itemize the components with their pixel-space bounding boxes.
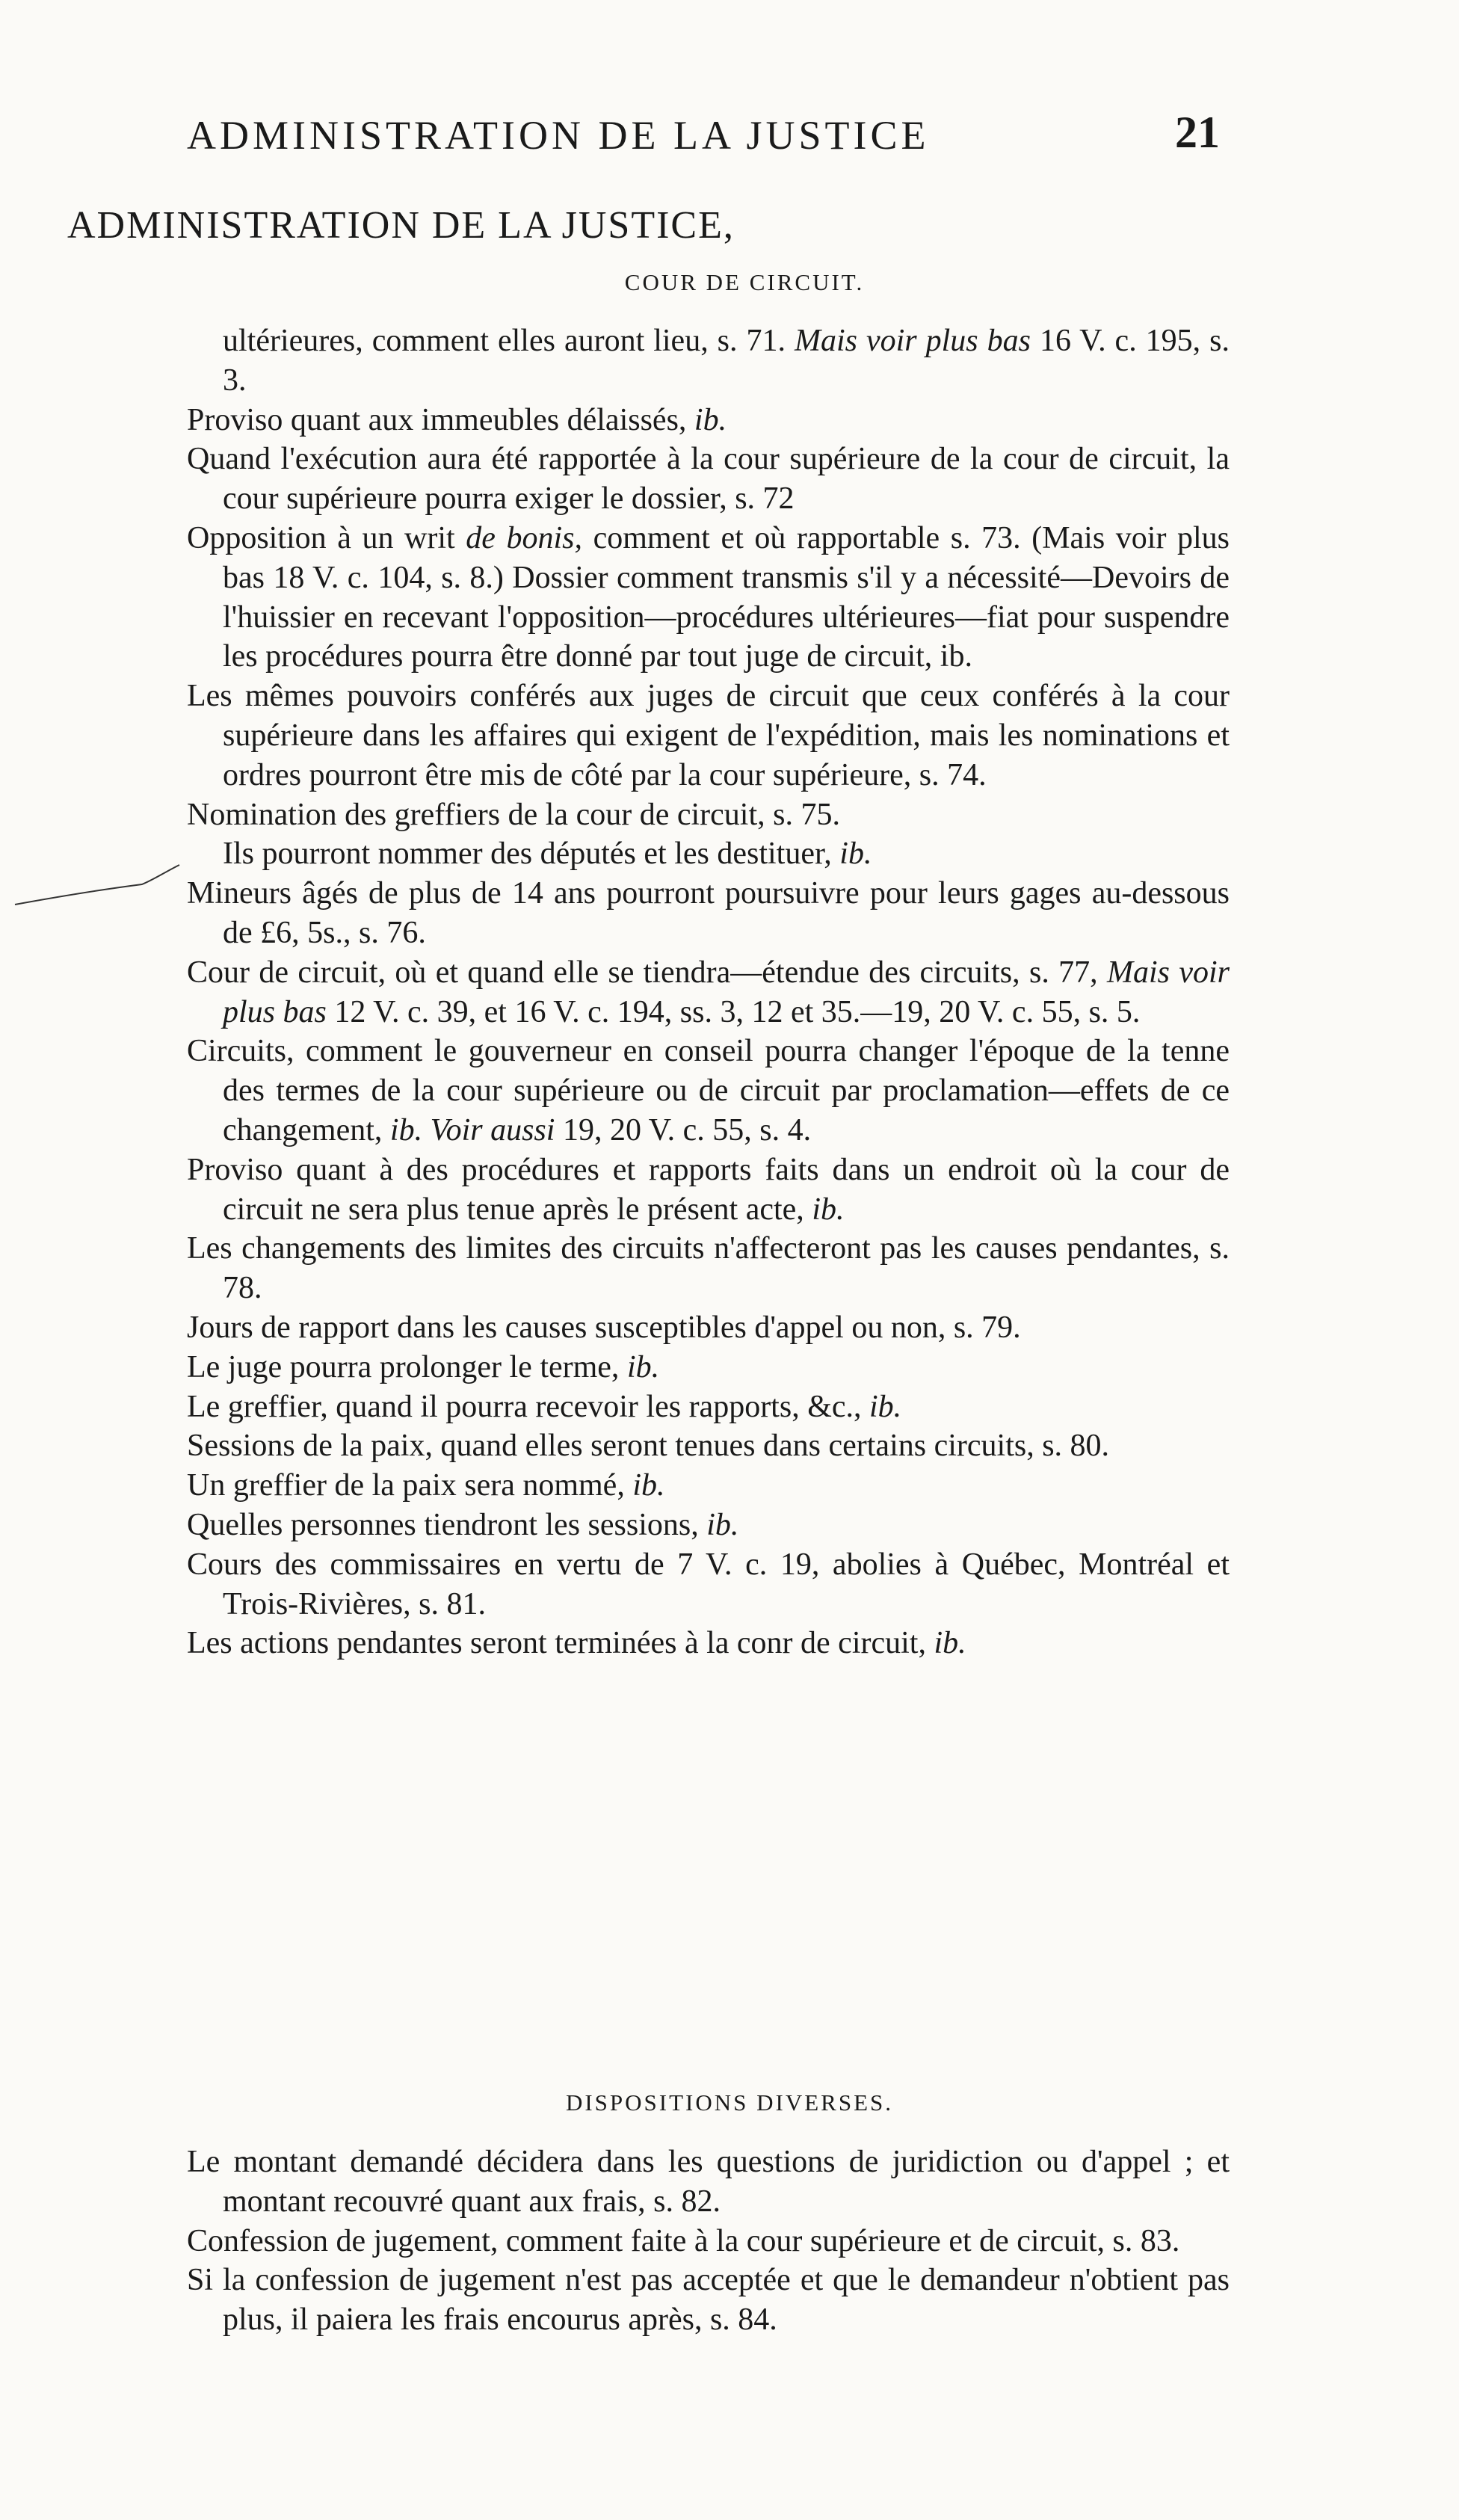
entry-reference: ib. xyxy=(869,1389,902,1424)
subheading-dispositions-diverses: DISPOSITIONS DIVERSES. xyxy=(565,2089,894,2116)
entry-text: Quelles personnes tiendront les sessions, xyxy=(187,1507,699,1542)
entry-text: Cour de circuit, où et quand elle se tiendra—étendue des circuits, s. 77, xyxy=(187,955,1098,990)
entry-reference: ib. xyxy=(934,1626,966,1661)
index-entry xyxy=(187,401,1230,440)
entry-citation: 19, 20 V. c. 55, s. 4. xyxy=(562,1112,812,1147)
index-entry xyxy=(187,1229,1230,1308)
index-entry xyxy=(187,1624,1230,1663)
entry-reference: Mais voir plus bas xyxy=(223,955,1230,1029)
entry-text: Si la confession de jugement n'est pas acceptée et que le demandeur n'obtient pas plus, il paiera les frais encourus après, s. 84. xyxy=(187,2263,1230,2338)
index-entry xyxy=(187,1348,1230,1387)
page-number: 21 xyxy=(1175,108,1220,157)
running-title: ADMINISTRATION DE LA JUSTICE xyxy=(187,113,930,158)
index-entry xyxy=(187,2222,1230,2261)
index-entry xyxy=(187,953,1230,1032)
index-entry xyxy=(187,2142,1230,2222)
entry-text: Ils pourront nommer des députés et les destituer, xyxy=(223,837,832,872)
entries-dispositions-diverses xyxy=(187,2142,1230,2340)
entry-text: Mineurs âgés de plus de 14 ans pourront poursuivre pour leurs gages au-dessous de £6, 5s., s. 76. xyxy=(187,876,1230,950)
entry-text: Les actions pendantes seront terminées à la conr de circuit, xyxy=(187,1626,926,1661)
entry-text: Les changements des limites des circuits n'affecteront pas les causes pendantes, s. 78. xyxy=(187,1231,1230,1306)
index-entry xyxy=(187,1466,1230,1506)
index-entry xyxy=(187,1032,1230,1150)
index-entry xyxy=(187,834,1230,874)
entry-text: Quand l'exécution aura été rapportée à la cour supérieure de la cour de circuit, la cour supérieure pourra exiger le dossier, s. 72 xyxy=(187,442,1230,517)
entry-reference: ib. xyxy=(632,1468,665,1503)
index-entry xyxy=(187,440,1230,519)
entry-text: Nomination des greffiers de la cour de circuit, s. 75. xyxy=(187,797,840,832)
entry-citation: comment et où rapportable s. 73. (Mais voir plus bas 18 V. c. 104, s. 8.) Dossier comment transmis s'il y a nécessité—Devoirs de l'huissier en recevant l'opposition—procédures ultérieures—fiat pour suspendre les procédures pourra être donné par tout juge de circuit, ib. xyxy=(223,520,1230,674)
entry-text: Opposition à un writ xyxy=(187,520,455,555)
entry-reference: de bonis, xyxy=(466,520,583,555)
entry-text: Proviso quant à des procédures et rapports faits dans un endroit où la cour de circuit ne sera plus tenue après le présent acte, xyxy=(187,1152,1230,1227)
index-entry xyxy=(187,1150,1230,1230)
entry-reference: ib. xyxy=(694,402,727,437)
entry-citation: 16 V. c. 195, s. 3. xyxy=(223,324,1230,398)
index-entry xyxy=(187,519,1230,677)
entry-text: Le greffier, quand il pourra recevoir les rapports, &c., xyxy=(187,1389,862,1424)
entry-reference: ib. xyxy=(839,837,872,872)
entry-text: Circuits, comment le gouverneur en conseil pourra changer l'époque de la tenne des termes de la cour supérieure ou de circuit par proclamation—effets de ce changement, xyxy=(187,1034,1230,1147)
index-entry xyxy=(187,1506,1230,1545)
index-entry xyxy=(187,1545,1230,1624)
margin-pen-mark xyxy=(11,863,183,908)
index-entry xyxy=(187,795,1230,835)
entry-reference: ib. xyxy=(812,1192,845,1227)
subheading-cour-de-circuit: COUR DE CIRCUIT. xyxy=(624,269,865,295)
entry-text: Un greffier de la paix sera nommé, xyxy=(187,1468,625,1503)
entry-text: ultérieures, comment elles auront lieu, s. 71. xyxy=(223,324,786,358)
entry-text: Confession de jugement, comment faite à la cour supérieure et de circuit, s. 83. xyxy=(187,2223,1180,2258)
entry-reference: ib. xyxy=(706,1507,739,1542)
entries-cour-de-circuit xyxy=(187,321,1230,1663)
entry-text: Cours des commissaires en vertu de 7 V. c. 19, abolies à Québec, Montréal et Trois-Rivières, s. 81. xyxy=(187,1547,1230,1621)
entry-text: Le juge pourra prolonger le terme, xyxy=(187,1349,620,1384)
entry-text: Jours de rapport dans les causes susceptibles d'appel ou non, s. 79. xyxy=(187,1310,1021,1345)
entry-reference: Mais voir plus bas xyxy=(795,324,1031,358)
entry-text: Proviso quant aux immeubles délaissés, xyxy=(187,402,687,437)
index-entry xyxy=(187,1387,1230,1427)
entry-reference: ib. Voir aussi xyxy=(389,1112,555,1147)
index-entry xyxy=(187,1426,1230,1466)
entry-text: Sessions de la paix, quand elles seront tenues dans certains circuits, s. 80. xyxy=(187,1429,1110,1464)
entry-reference: ib. xyxy=(626,1349,660,1384)
index-entry xyxy=(187,2261,1230,2340)
entry-citation: 12 V. c. 39, et 16 V. c. 194, ss. 3, 12 et 35.—19, 20 V. c. 55, s. 5. xyxy=(334,994,1141,1029)
entry-text: Le montant demandé décidera dans les questions de juridiction ou d'appel ; et montant recouvré quant aux frais, s. 82. xyxy=(187,2145,1230,2219)
index-entry xyxy=(187,677,1230,795)
section-title: ADMINISTRATION DE LA JUSTICE, xyxy=(67,204,735,247)
index-entry xyxy=(187,1308,1230,1348)
index-entry xyxy=(187,321,1230,401)
entry-text: Les mêmes pouvoirs conférés aux juges de circuit que ceux conférés à la cour supérieure dans les affaires qui exigent de l'expédition, mais les nominations et ordres pourront être mis de côté par la cour supérieure, s. 74. xyxy=(187,679,1230,792)
index-entry xyxy=(187,874,1230,953)
